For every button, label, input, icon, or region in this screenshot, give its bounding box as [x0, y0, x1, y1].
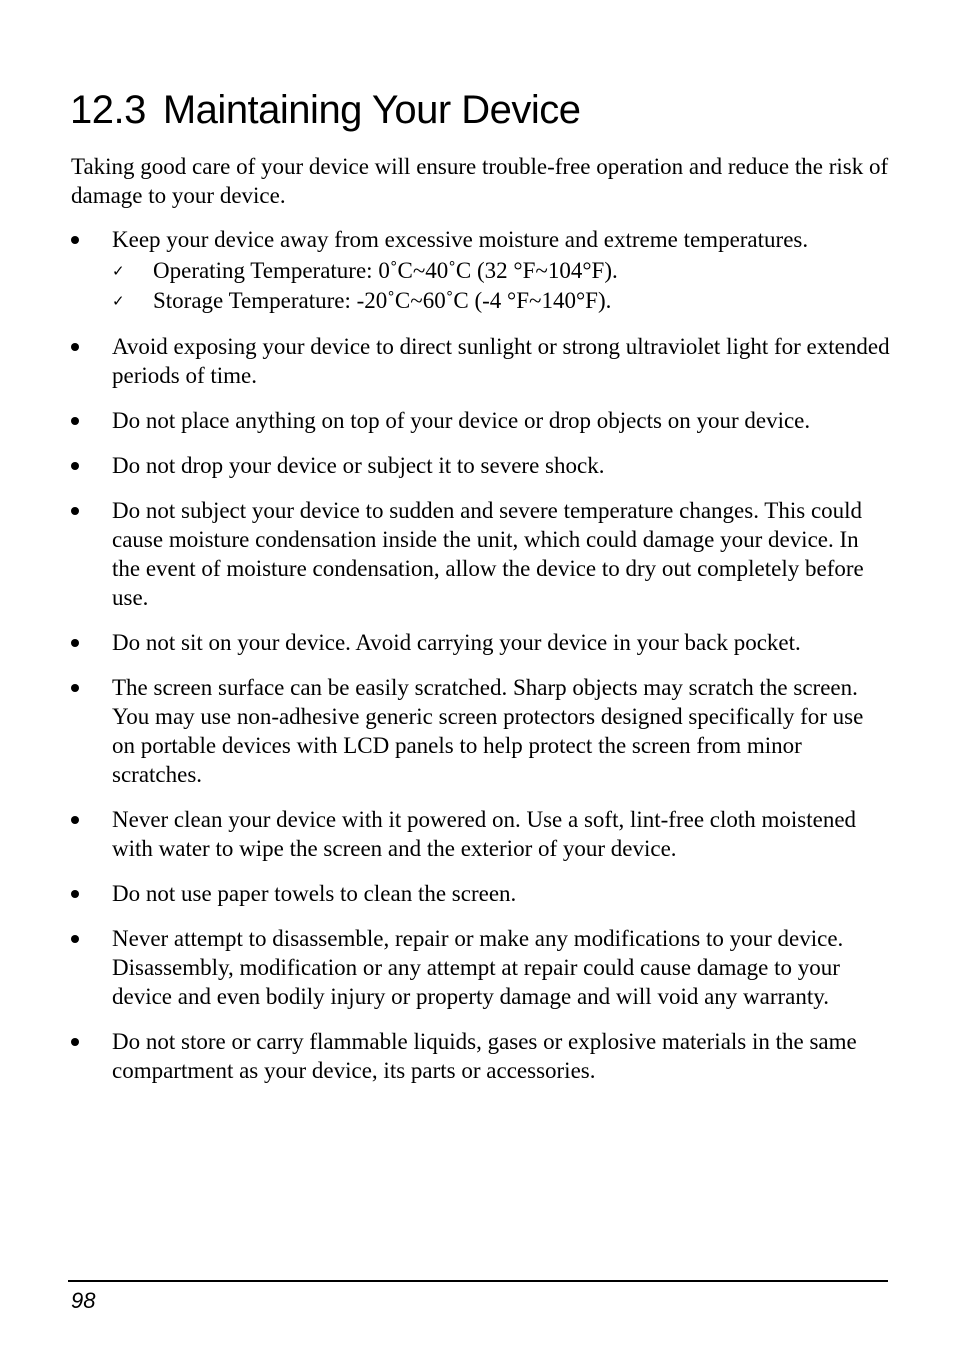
tip-text: Do not place anything on top of your device or drop objects on your device.: [112, 408, 811, 433]
section-title: Maintaining Your Device: [162, 88, 581, 132]
tip-text: Do not sit on your device. Avoid carrying your device in your back pocket.: [112, 630, 801, 655]
tip-text: Never clean your device with it powered on. Use a soft, lint-free cloth moistened with water to wipe the screen and the exterior of your device.: [112, 807, 857, 861]
temperature-item-operating: [112, 256, 891, 286]
bullet-dot-icon: [71, 343, 79, 351]
page-number: 98: [71, 1288, 96, 1313]
bullet-dot-icon: [71, 507, 79, 515]
tip-text: Never attempt to disassemble, repair or make any modifications to your device. Disassembly, modification or any attempt at repair could cause damage to your device and even bodily injury or property damage and will void any warranty.: [112, 926, 844, 1009]
bullet-dot-icon: [71, 816, 79, 824]
tip-item-sunlight: [71, 332, 891, 390]
tip-item-temperature-changes: [71, 496, 891, 612]
tip-item-moisture: [71, 225, 891, 316]
bullet-dot-icon: [71, 935, 79, 943]
bullet-dot-icon: [71, 236, 79, 244]
tip-item-cleaning: [71, 805, 891, 863]
tip-text: Avoid exposing your device to direct sunlight or strong ultraviolet light for extended periods of time.: [112, 334, 890, 388]
tip-text: Do not subject your device to sudden and severe temperature changes. This could cause moisture condensation inside the unit, which could damage your device. In the event of moisture condensation, allow the device to dry out completely before use.: [112, 498, 864, 610]
footer-rule: [68, 1280, 888, 1282]
temperature-text: Operating Temperature: 0˚C~40˚C (32 °F~104°F).: [153, 258, 618, 283]
tip-item-objects: [71, 406, 891, 435]
section-number: 12.3: [70, 88, 146, 132]
temperature-list: [112, 256, 891, 316]
bullet-dot-icon: [71, 417, 79, 425]
bullet-dot-icon: [71, 462, 79, 470]
tip-text: Do not use paper towels to clean the screen.: [112, 881, 517, 906]
tip-text: Do not store or carry flammable liquids, gases or explosive materials in the same compartment as your device, its parts or accessories.: [112, 1029, 857, 1083]
check-mark-icon: ✓: [112, 292, 125, 310]
temperature-text: Storage Temperature: -20˚C~60˚C (-4 °F~140°F).: [153, 288, 612, 313]
tip-text: The screen surface can be easily scratched. Sharp objects may scratch the screen. You may use non-adhesive generic screen protectors designed specifically for use on portable devices with LCD panels to help protect the screen from minor scratches.: [112, 675, 864, 787]
tip-item-disassembly: [71, 924, 891, 1011]
tip-text: Keep your device away from excessive moisture and extreme temperatures.: [112, 227, 809, 252]
temperature-item-storage: [112, 286, 891, 316]
bullet-dot-icon: [71, 639, 79, 647]
bullet-dot-icon: [71, 684, 79, 692]
section-heading: [70, 84, 581, 136]
bullet-dot-icon: [71, 890, 79, 898]
maintenance-tips-list: [71, 225, 891, 1101]
check-mark-icon: ✓: [112, 262, 125, 280]
tip-item-screen-scratches: [71, 673, 891, 789]
tip-item-flammables: [71, 1027, 891, 1085]
tip-item-paper-towels: [71, 879, 891, 908]
intro-paragraph: Taking good care of your device will ensure trouble-free operation and reduce the risk of damage to your device.: [71, 154, 889, 208]
tip-item-shock: [71, 451, 891, 480]
tip-text: Do not drop your device or subject it to severe shock.: [112, 453, 605, 478]
tip-item-sitting: [71, 628, 891, 657]
bullet-dot-icon: [71, 1038, 79, 1046]
